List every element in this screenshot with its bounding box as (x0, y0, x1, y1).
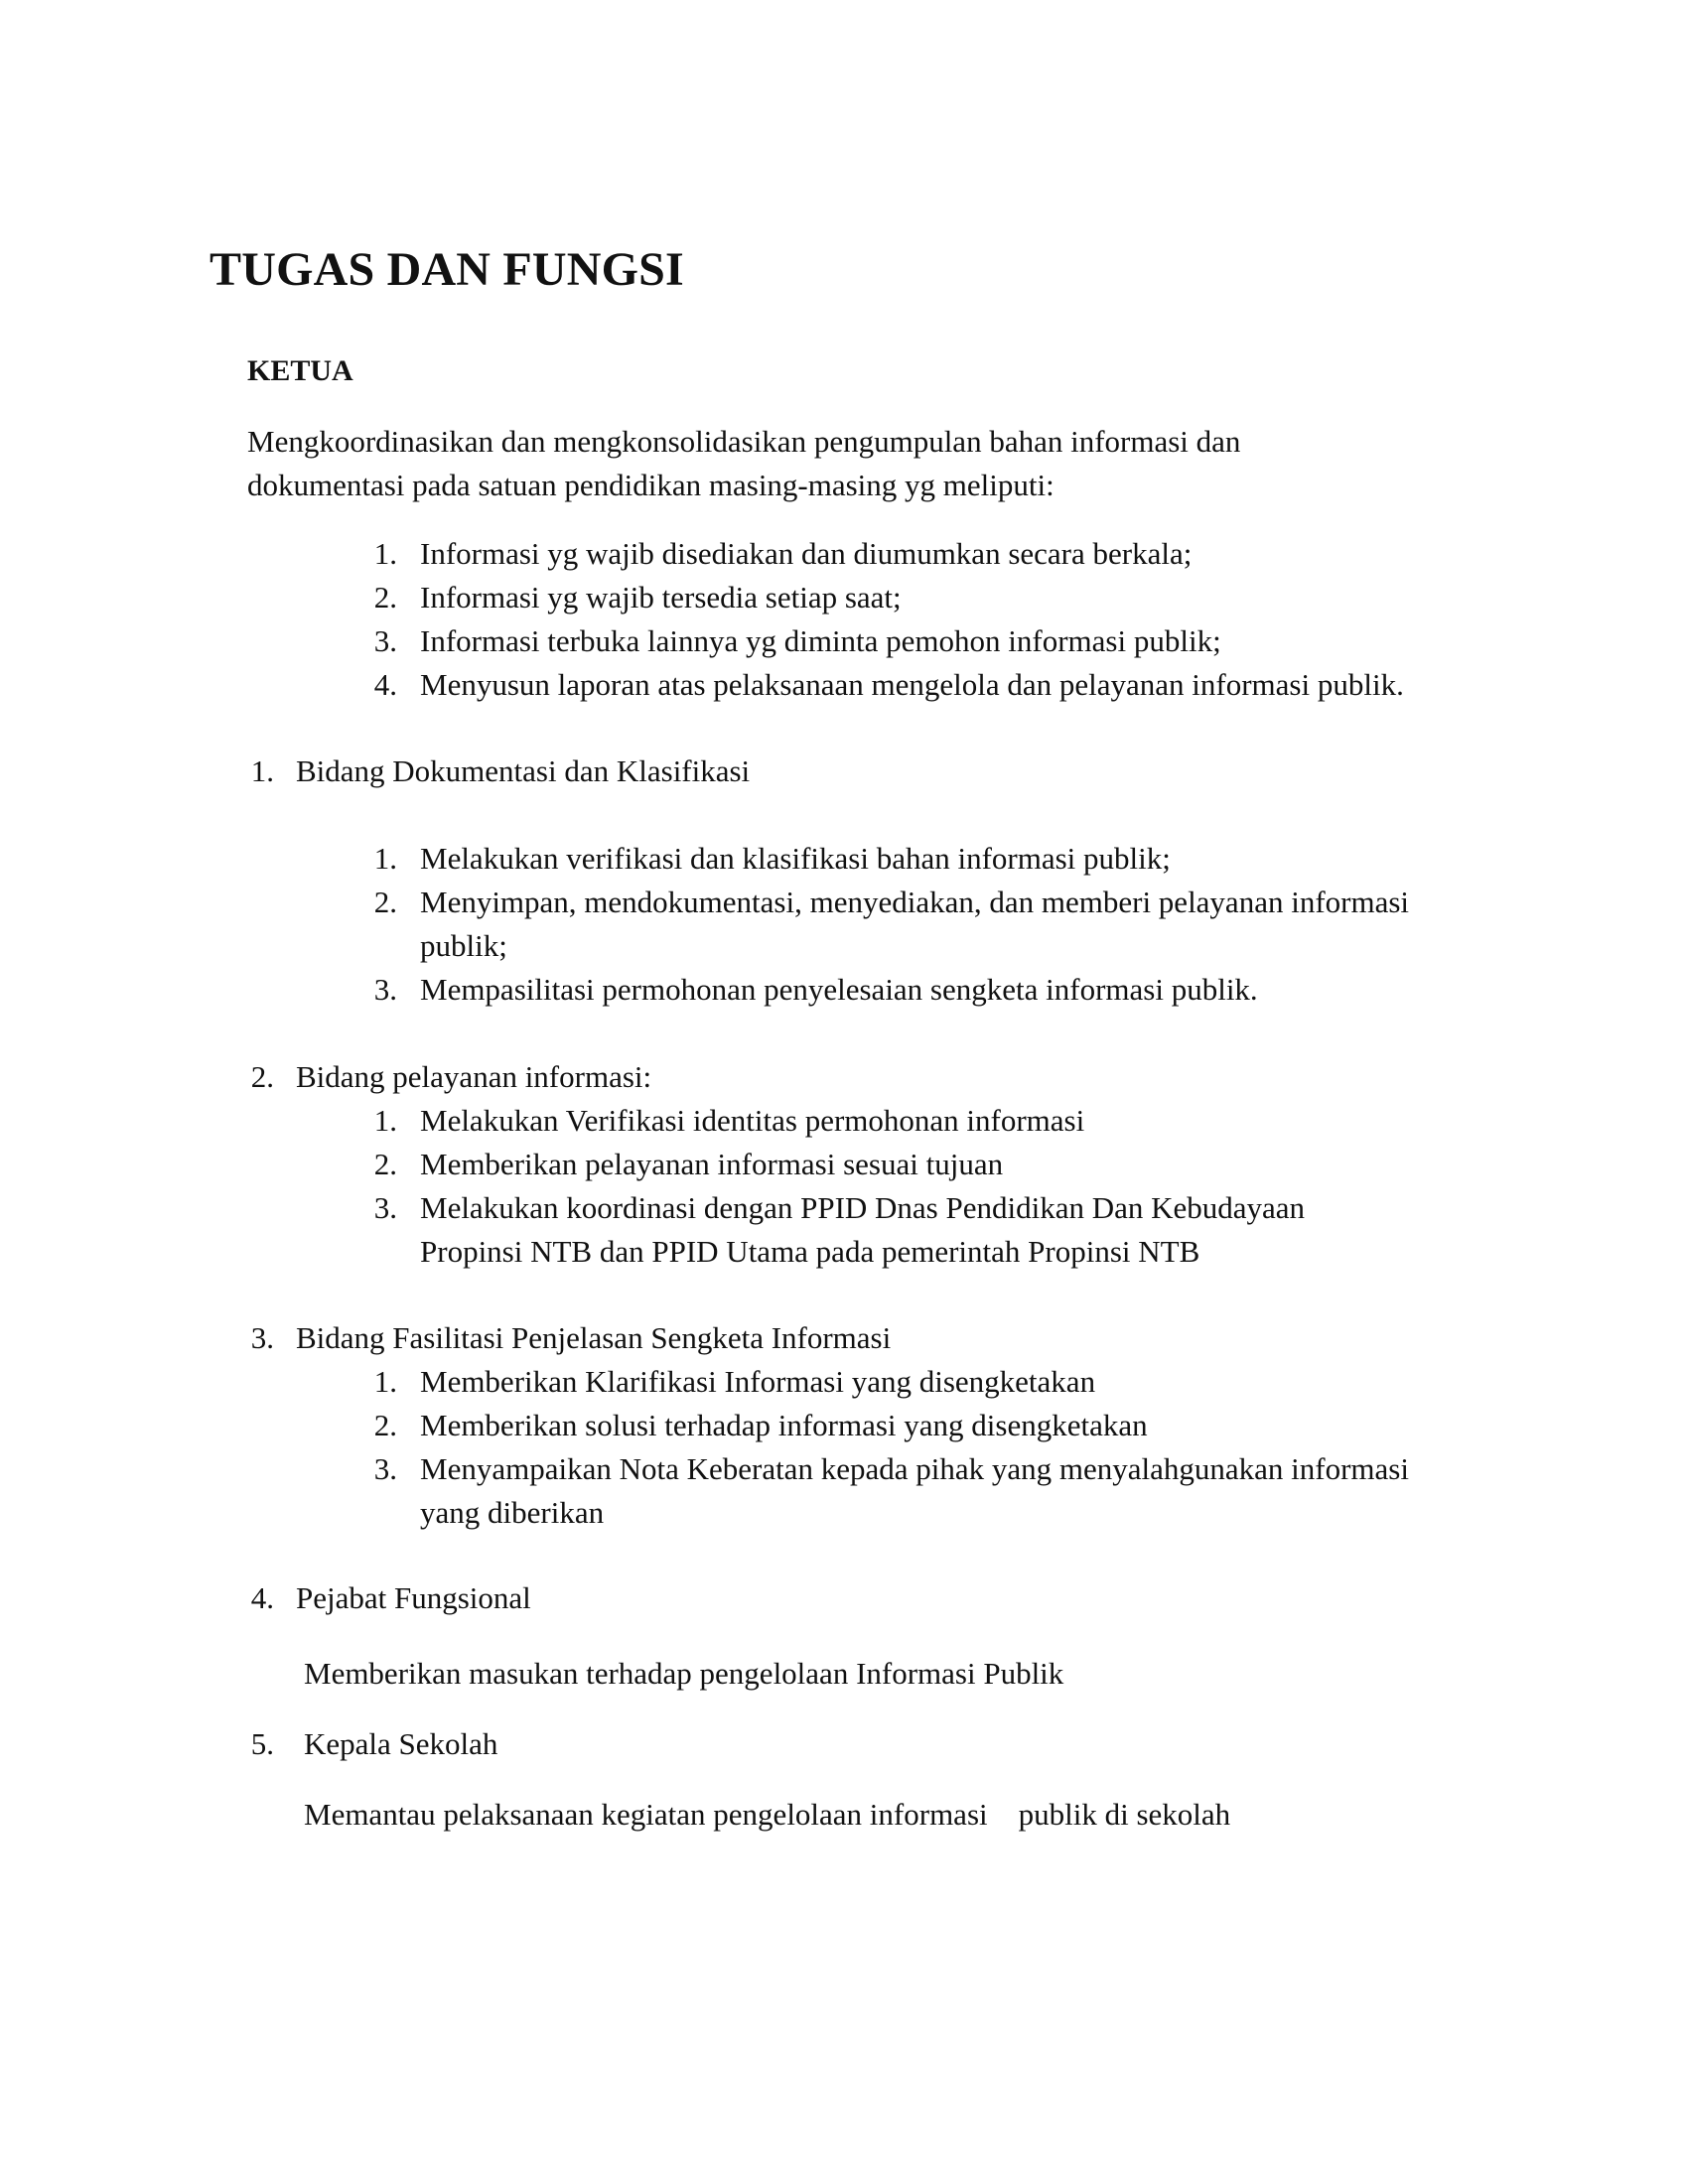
ketua-item-number: 4. (373, 667, 397, 702)
document-title: TUGAS DAN FUNGSI (210, 243, 684, 296)
ketua-intro-line-2: dokumentasi pada satuan pendidikan masing-masing yg meliputi: (247, 468, 1055, 502)
section-item-number: 2. (373, 1408, 397, 1442)
ketua-item-text: Informasi yg wajib disediakan dan diumumkan secara berkala; (420, 536, 1193, 571)
ketua-item-number: 3. (373, 623, 397, 658)
section-item-text-continued: yang diberikan (420, 1495, 605, 1530)
section-heading: Bidang pelayanan informasi: (296, 1059, 652, 1094)
section-heading: Kepala Sekolah (304, 1726, 498, 1761)
section-item-text: Menyimpan, mendokumentasi, menyediakan, dan memberi pelayanan informasi (420, 885, 1410, 919)
ketua-item-text: Informasi terbuka lainnya yg diminta pemohon informasi publik; (420, 623, 1221, 658)
section-number: 2. (250, 1059, 274, 1094)
section-number: 4. (250, 1580, 274, 1615)
section-heading: Bidang Dokumentasi dan Klasifikasi (296, 753, 751, 788)
section-heading: Pejabat Fungsional (296, 1580, 531, 1615)
section-number: 1. (250, 753, 274, 788)
section-item-text-continued: Propinsi NTB dan PPID Utama pada pemerintah Propinsi NTB (420, 1234, 1200, 1269)
section-item-text: Memberikan Klarifikasi Informasi yang disengketakan (420, 1364, 1096, 1399)
section-number: 3. (250, 1320, 274, 1355)
section-item-number: 2. (373, 1147, 397, 1181)
section-description: Memberikan masukan terhadap pengelolaan Informasi Publik (304, 1656, 1064, 1691)
section-item-text: Melakukan verifikasi dan klasifikasi bahan informasi publik; (420, 841, 1171, 876)
section-item-number: 3. (373, 1190, 397, 1225)
ketua-intro-line-1: Mengkoordinasikan dan mengkonsolidasikan pengumpulan bahan informasi dan (247, 424, 1241, 459)
ketua-item-text: Informasi yg wajib tersedia setiap saat; (420, 580, 902, 614)
section-number: 5. (250, 1726, 274, 1761)
section-item-number: 1. (373, 1103, 397, 1138)
section-item-number: 1. (373, 1364, 397, 1399)
ketua-item-text: Menyusun laporan atas pelaksanaan mengelola dan pelayanan informasi publik. (420, 667, 1404, 702)
ketua-item-number: 1. (373, 536, 397, 571)
section-item-text: Memberikan pelayanan informasi sesuai tujuan (420, 1147, 1004, 1181)
section-item-number: 3. (373, 972, 397, 1007)
ketua-item-number: 2. (373, 580, 397, 614)
section-item-number: 1. (373, 841, 397, 876)
section-heading: Bidang Fasilitasi Penjelasan Sengketa Informasi (296, 1320, 892, 1355)
section-description: Memantau pelaksanaan kegiatan pengelolaan informasi publik di sekolah (304, 1797, 1231, 1832)
ketua-heading: KETUA (247, 354, 353, 387)
section-item-text-continued: publik; (420, 928, 507, 963)
section-item-text: Mempasilitasi permohonan penyelesaian sengketa informasi publik. (420, 972, 1258, 1007)
section-item-text: Memberikan solusi terhadap informasi yang disengketakan (420, 1408, 1148, 1442)
section-item-text: Melakukan koordinasi dengan PPID Dnas Pendidikan Dan Kebudayaan (420, 1190, 1306, 1225)
section-item-number: 3. (373, 1451, 397, 1486)
section-item-number: 2. (373, 885, 397, 919)
section-item-text: Menyampaikan Nota Keberatan kepada pihak yang menyalahgunakan informasi (420, 1451, 1409, 1486)
section-item-text: Melakukan Verifikasi identitas permohonan informasi (420, 1103, 1085, 1138)
